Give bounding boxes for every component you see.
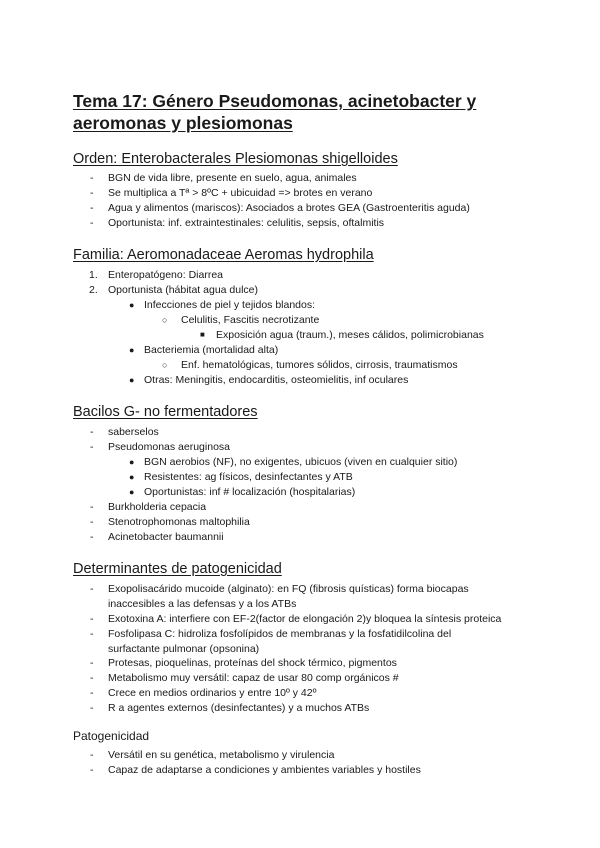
dash-bullet: - — [90, 672, 94, 684]
list-item: Celulitis, Fascitis necrotizante — [181, 314, 320, 326]
list-item: Versátil en su genética, metabolismo y virulencia — [108, 749, 335, 761]
square-bullet: ■ — [200, 330, 205, 339]
dash-bullet: - — [90, 764, 94, 776]
list-item: Capaz de adaptarse a condiciones y ambientes variables y hostiles — [108, 764, 421, 776]
list-item: Pseudomonas aeruginosa — [108, 441, 231, 453]
list-item: Enf. hematológicas, tumores sólidos, cirrosis, traumatismos — [181, 359, 458, 371]
page-title: Tema 17: Género Pseudomonas, acinetobacter y aeromonas y plesiomonas — [73, 91, 477, 133]
list-item: Protesas, pioquelinas, proteínas del shock térmico, pigmentos — [108, 657, 397, 669]
heading-determinantes: Determinantes de patogenicidad — [73, 561, 282, 577]
circle-bullet: ○ — [162, 360, 168, 370]
disc-bullet: ● — [129, 345, 135, 355]
list-item-continuation: surfactante pulmonar (opsonina) — [108, 643, 260, 655]
dash-bullet: - — [90, 583, 94, 595]
heading-aeromonas: Familia: Aeromonadaceae Aeromas hydrophila — [73, 247, 374, 263]
dash-bullet: - — [90, 516, 94, 528]
circle-bullet: ○ — [162, 315, 168, 325]
list-item: R a agentes externos (desinfectantes) y a muchos ATBs — [108, 702, 370, 714]
list-item: Acinetobacter baumannii — [108, 531, 224, 543]
list-item: Resistentes: ag físicos, desinfectantes y ATB — [144, 471, 353, 483]
list-item: Oportunista: inf. extraintestinales: celulitis, sepsis, oftalmitis — [108, 217, 385, 229]
disc-bullet: ● — [129, 457, 135, 467]
disc-bullet: ● — [129, 300, 135, 310]
list-item: Oportunistas: inf # localización (hospitalarias) — [144, 486, 356, 498]
dash-bullet: - — [90, 613, 94, 625]
dash-bullet: - — [90, 426, 94, 438]
list-item: Enteropatógeno: Diarrea — [108, 269, 223, 281]
dash-bullet: - — [90, 187, 94, 199]
heading-bacilos: Bacilos G- no fermentadores — [73, 404, 258, 420]
list-item-continuation: inaccesibles a las defensas y a los ATBs — [108, 598, 297, 610]
disc-bullet: ● — [129, 375, 135, 385]
dash-bullet: - — [90, 501, 94, 513]
dash-bullet: - — [90, 657, 94, 669]
dash-bullet: - — [90, 172, 94, 184]
list-item: Otras: Meningitis, endocarditis, osteomielitis, inf oculares — [144, 374, 409, 386]
disc-bullet: ● — [129, 487, 135, 497]
list-item: Stenotrophomonas maltophilia — [108, 516, 250, 528]
list-item: Crece en medios ordinarios y entre 10º y 42º — [108, 687, 317, 699]
list-item: Infecciones de piel y tejidos blandos: — [144, 299, 316, 311]
dash-bullet: - — [90, 531, 94, 543]
list-number: 2. — [89, 284, 98, 296]
list-item: Se multiplica a Tª > 8ºC + ubicuidad => brotes en verano — [108, 187, 373, 199]
list-item: Exposición agua (traum.), meses cálidos, polimicrobianas — [216, 329, 484, 341]
list-item: Fosfolipasa C: hidroliza fosfolípidos de membranas y la fosfatidilcolina del — [108, 628, 452, 640]
dash-bullet: - — [90, 628, 94, 640]
list-item: Bacteriemia (mortalidad alta) — [144, 344, 279, 356]
dash-bullet: - — [90, 202, 94, 214]
heading-plesiomonas: Orden: Enterobacterales Plesiomonas shigelloides — [73, 151, 398, 167]
dash-bullet: - — [90, 702, 94, 714]
disc-bullet: ● — [129, 472, 135, 482]
list-item: BGN de vida libre, presente en suelo, agua, animales — [108, 172, 357, 184]
list-item: Metabolismo muy versátil: capaz de usar 80 comp orgánicos # — [108, 672, 399, 684]
list-number: 1. — [89, 269, 98, 281]
list-item: Agua y alimentos (mariscos): Asociados a brotes GEA (Gastroenteritis aguda) — [108, 202, 470, 214]
dash-bullet: - — [90, 441, 94, 453]
dash-bullet: - — [90, 687, 94, 699]
list-item: saberselos — [108, 426, 159, 438]
list-item: BGN aerobios (NF), no exigentes, ubicuos (viven en cualquier sitio) — [144, 456, 458, 468]
heading-patogenicidad: Patogenicidad — [73, 729, 150, 743]
list-item: Exopolisacárido mucoide (alginato): en FQ (fibrosis quísticas) forma biocapas — [108, 583, 469, 595]
list-item: Burkholderia cepacia — [108, 501, 207, 513]
dash-bullet: - — [90, 217, 94, 229]
list-item: Exotoxina A: interfiere con EF-2(factor de elongación 2)y bloquea la síntesis proteica — [108, 613, 502, 625]
list-item: Oportunista (hábitat agua dulce) — [108, 284, 259, 296]
dash-bullet: - — [90, 749, 94, 761]
